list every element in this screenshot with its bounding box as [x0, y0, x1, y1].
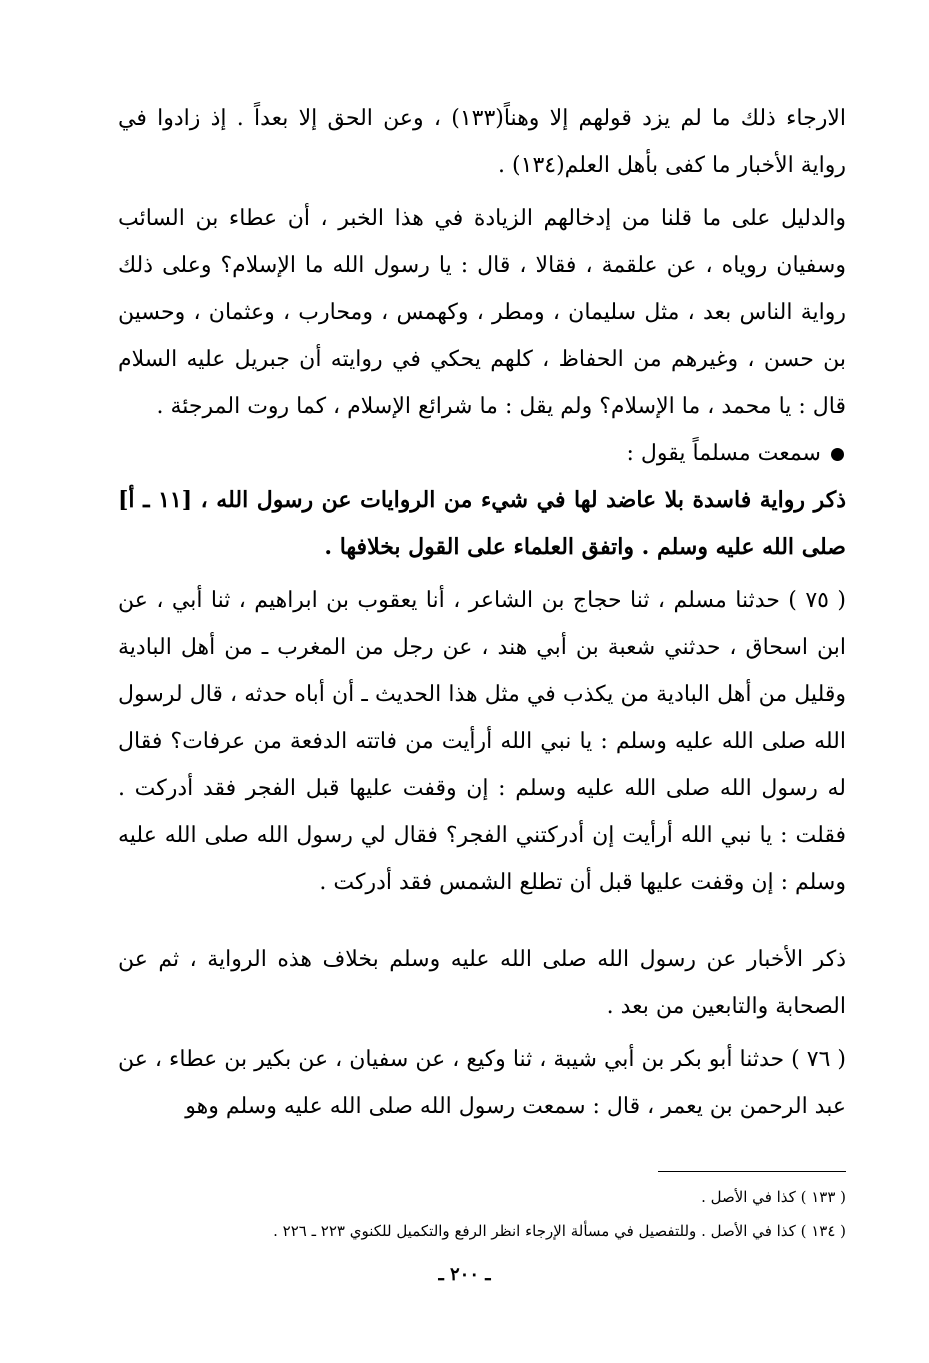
bullet-line [118, 430, 846, 477]
hadith-75: ( ٧٥ ) حدثنا مسلم ، ثنا حجاج بن الشاعر ، أنا يعقوب بن ابراهيم ، ثنا أبي ، عن ابن اسحاق ، حدثني شعبة بن أبي هند ، عن رجل من المغرب ـ من أهل البادية وقليل من أهل البادية من يكذب في مثل هذا الحديث ـ أن أباه حدثه ، قال لرسول الله صلى الله عليه وسلم : يا نبي الله أرأيت من فاتته الدفعة من عرفات؟ فقال له رسول الله صلى الله عليه وسلم : إن وقفت عليها قبل الفجر فقد أدركت . فقلت : يا نبي الله أرأيت إن أدركتني الفجر؟ فقال لي رسول الله صلى الله عليه وسلم : إن وقفت عليها قبل أن تطلع الشمس فقد أدركت . [118, 588, 846, 895]
paragraph-4: ذكر الأخبار عن رسول الله صلى الله عليه وسلم بخلاف هذه الرواية ، ثم عن الصحابة والتابعين من بعد . [118, 947, 846, 1019]
section-heading: ذكر رواية فاسدة بلا عاضد لها في شيء من الروايات عن رسول الله ، [١١ ـ أ] صلى الله عليه وسلم . واتفق العلماء على القول بخلافها . [118, 487, 846, 560]
paragraph-1: الارجاء ذلك ما لم يزد قولهم إلا وهناً(١٣٣) ، وعن الحق إلا بعداً . إذ زادوا في رواية الأخبار ما كفى بأهل العلم(١٣٤) . [118, 106, 846, 178]
footnote-133: ( ١٣٣ ) كذا في الأصل . [701, 1188, 846, 1206]
footnote-134: ( ١٣٤ ) كذا في الأصل . وللتفصيل في مسألة الإرجاء انظر الرفع والتكميل للكنوي ٢٢٣ ـ ٢٢٦ . [273, 1222, 846, 1240]
footnote-divider [658, 1171, 846, 1172]
bullet-icon [831, 448, 844, 461]
page-body [118, 95, 846, 1130]
paragraph-2: والدليل على ما قلنا من إدخالهم الزيادة في هذا الخبر ، أن عطاء بن السائب وسفيان روياه ، عن علقمة ، فقالا ، قال : يا رسول الله ما الإسلام؟ وعلى ذلك رواية الناس بعد ، مثل سليمان ، ومطر ، وكهمس ، ومحارب ، وعثمان ، وحسين بن حسن ، وغيرهم من الحفاظ ، كلهم يحكي في روايته أن جبريل عليه السلام قال : يا محمد ، ما الإسلام؟ ولم يقل : ما شرائع الإسلام ، كما روت المرجئة . [118, 206, 846, 419]
hadith-76: ( ٧٦ ) حدثنا أبو بكر بن أبي شيبة ، ثنا وكيع ، عن سفيان ، عن بكير بن عطاء ، عن عبد الرحمن بن يعمر ، قال : سمعت رسول الله صلى الله عليه وسلم وهو [118, 1047, 847, 1119]
bullet-text: سمعت مسلماً يقول : [626, 441, 821, 466]
footnotes [118, 1180, 846, 1248]
page-number: ـ ٢٠٠ ـ [438, 1264, 491, 1285]
